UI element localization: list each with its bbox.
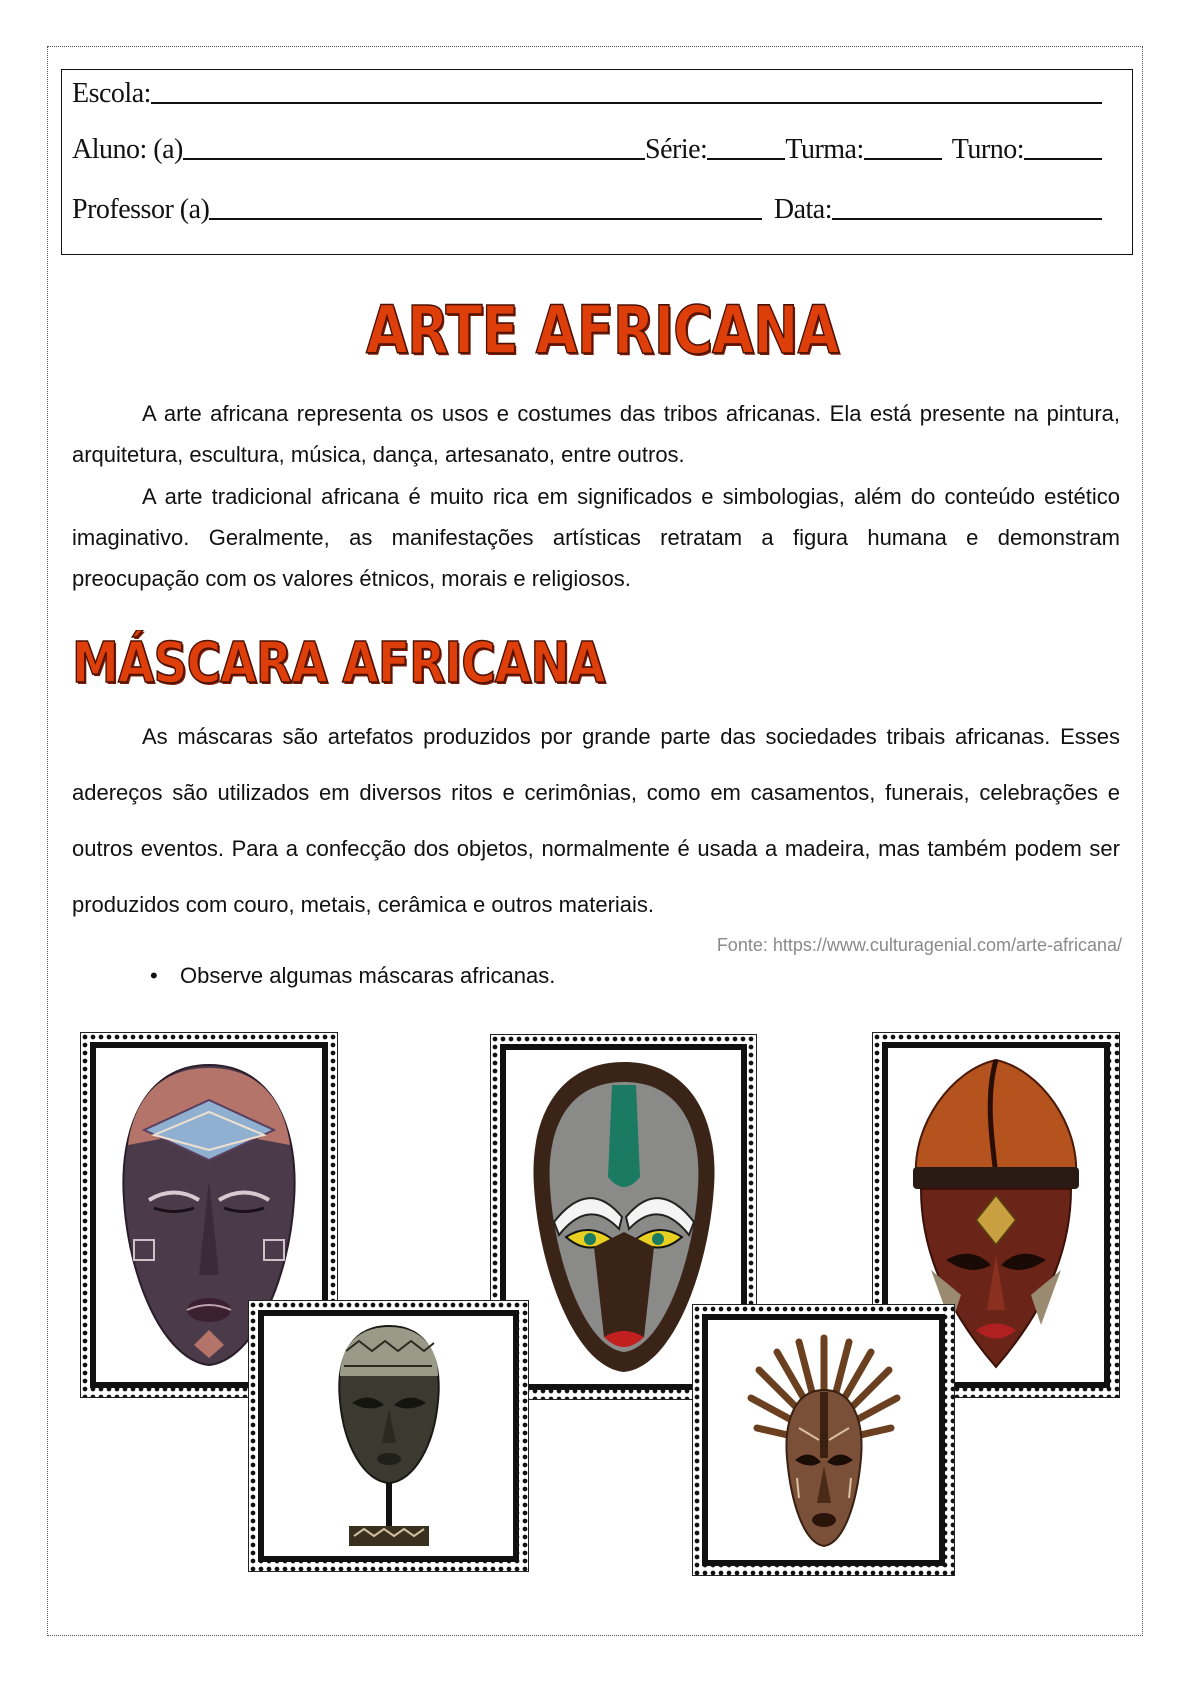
bullet-text: Observe algumas máscaras africanas. (180, 963, 556, 988)
mask-frame-2 (248, 1300, 529, 1572)
teacher-field-line[interactable] (209, 218, 762, 220)
intro-paragraph-2: A arte tradicional africana é muito rica em significados e simbologias, além do conteúdo estético imaginativo. Geralmente, as manifestações artísticas retratam a figura humana e demonstram preocupação com os valores étnicos, morais e religiosos. (72, 484, 1120, 591)
class-label: Turma: (785, 134, 864, 165)
student-row (72, 134, 1102, 166)
bullet-icon: • (150, 963, 158, 988)
mask-headdress-image (739, 1328, 909, 1553)
student-label: Aluno: (a) (72, 134, 183, 165)
grade-field-line[interactable] (707, 158, 785, 160)
teacher-row (72, 194, 1102, 226)
source-citation: Fonte: https://www.culturagenial.com/arte-africana/ (716, 935, 1122, 955)
shift-field-line[interactable] (1024, 158, 1102, 160)
school-label: Escola: (72, 78, 151, 109)
school-field-line[interactable] (151, 102, 1102, 104)
mask-frame-4 (692, 1304, 955, 1576)
mask-paragraph: As máscaras são artefatos produzidos por grande parte das sociedades tribais africanas. Esses adereços são utilizados em diversos ritos e cerimônias, como em casamentos, funerais, celebrações e outros eventos. Para a confecção dos objetos, normalmente é usada a madeira, mas também podem ser produzidos com couro, metais, cerâmica e outros materiais. (72, 724, 1120, 917)
student-info-box (61, 69, 1133, 255)
bullet-item (150, 963, 555, 989)
intro-paragraph-1: A arte africana representa os usos e costumes das tribos africanas. Ela está presente na pintura, arquitetura, escultura, música, dança, artesanato, entre outros. (72, 401, 1120, 467)
date-field-line[interactable] (832, 218, 1102, 220)
page-title: ARTE AFRICANA (366, 292, 839, 369)
teacher-label: Professor (a) (72, 194, 210, 225)
grade-label: Série: (645, 134, 708, 165)
school-row (72, 78, 1102, 110)
class-field-line[interactable] (864, 158, 942, 160)
mask-on-stand-image (314, 1321, 464, 1551)
shift-label: Turno: (951, 134, 1024, 165)
student-field-line[interactable] (183, 158, 645, 160)
date-label: Data: (773, 194, 832, 225)
section-title: MÁSCARA AFRICANA (72, 631, 605, 696)
